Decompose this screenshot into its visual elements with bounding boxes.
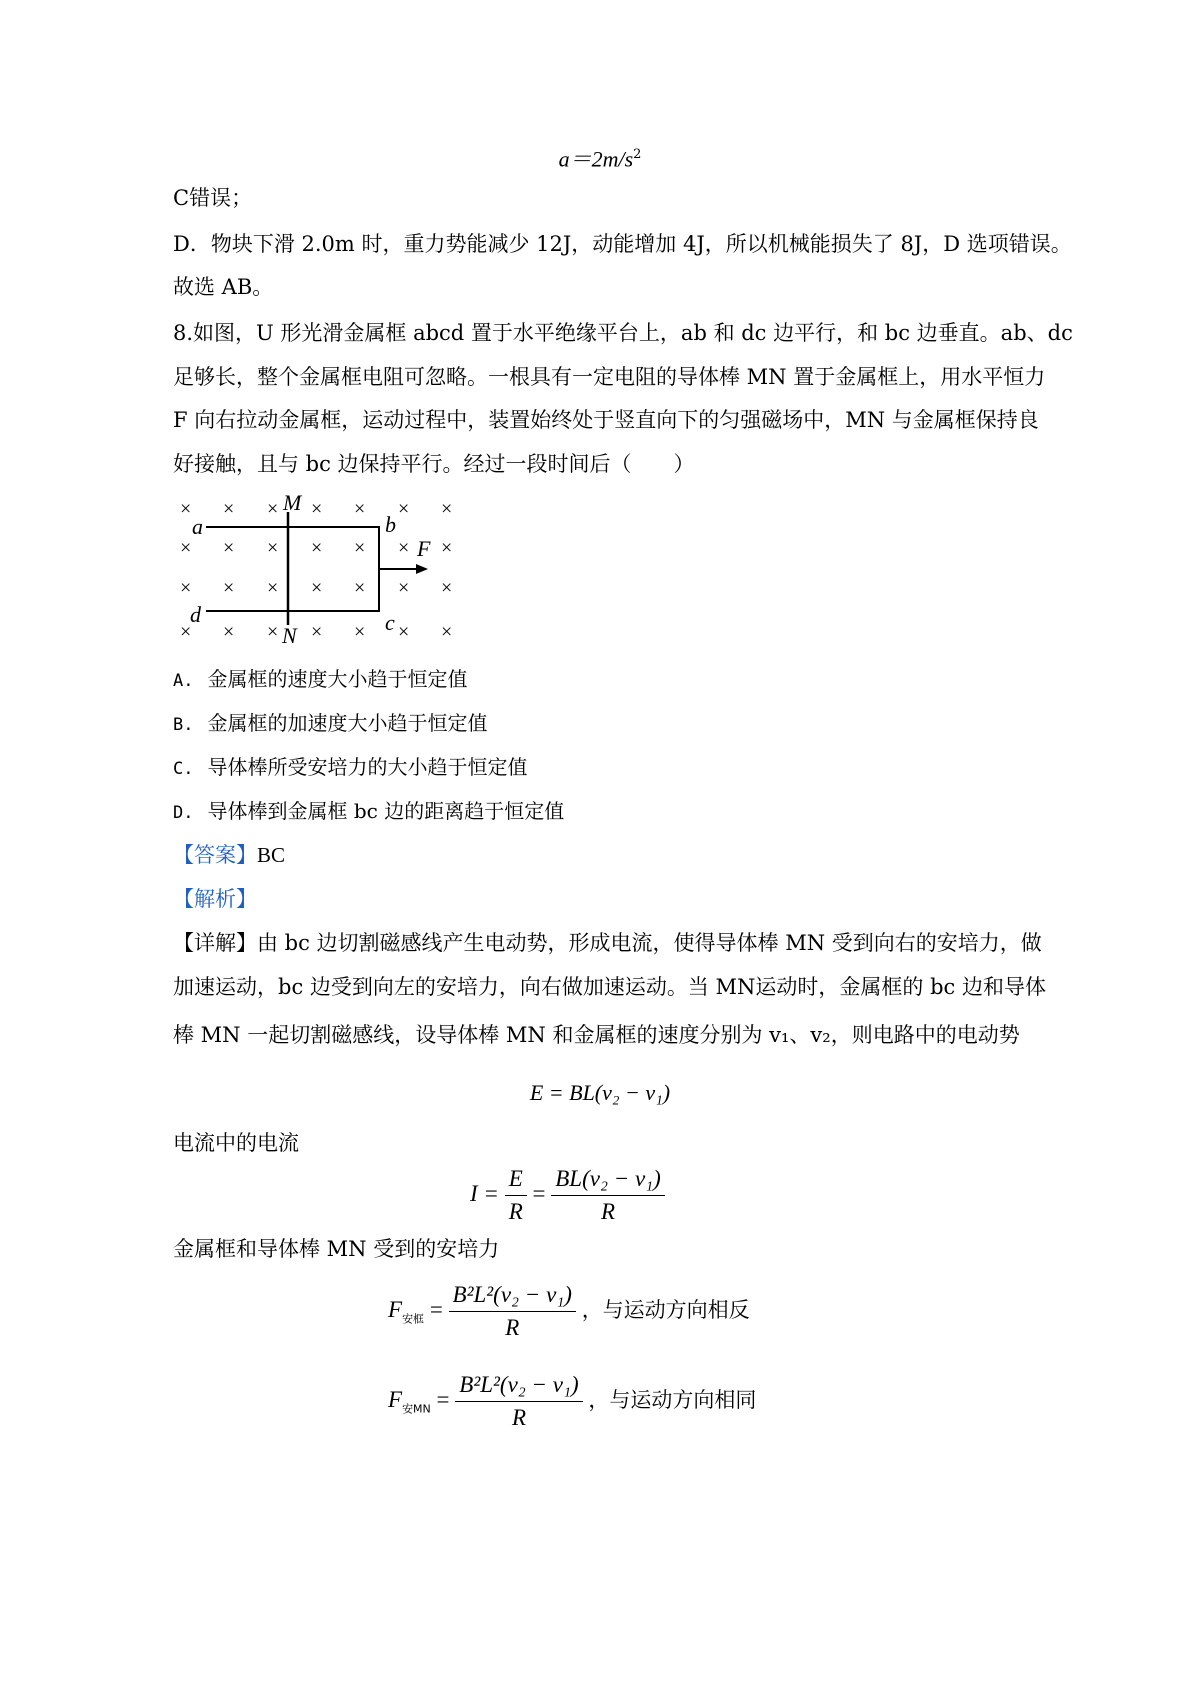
field-cross: ×	[398, 498, 410, 520]
magnetic-field-figure	[170, 490, 490, 650]
field-cross: ×	[354, 577, 366, 599]
force-mn-note: ，与运动方向相同	[588, 1387, 757, 1412]
label-b: b	[385, 512, 396, 537]
field-cross: ×	[441, 498, 453, 520]
field-cross: ×	[398, 577, 410, 599]
label-a: a	[192, 514, 203, 539]
option-d-key: D.	[173, 803, 194, 823]
label-c: c	[385, 610, 395, 635]
label-d: d	[190, 602, 201, 627]
field-cross: ×	[354, 498, 366, 520]
formula-force-frame: $F_{安框}$ = $\frac{\text{B²L²(v₂ − v₁)}}{R}$ ，与运动方向相反	[388, 1282, 750, 1340]
option-a-key: A.	[173, 671, 194, 691]
eq-a-sup: 2	[633, 147, 642, 162]
question-8-line-2: 足够长，整个金属框电阻可忽略。一根具有一定电阻的导体棒 MN 置于金属框上，用水平恒力	[173, 365, 1046, 389]
field-cross: ×	[354, 537, 366, 559]
force-frame-den: R	[505, 1315, 520, 1340]
formula-force-mn: $F_{安MN}$ = $\frac{\text{B²L²(v₂ − v₁)}}{R}$ ，与运动方向相同	[388, 1372, 757, 1430]
option-d	[173, 796, 564, 828]
field-cross: ×	[441, 537, 453, 559]
force-mn-num: B²L²(v₂ − v₁)	[455, 1372, 582, 1402]
option-d-text: 导体棒到金属框 bc 边的距离趋于恒定值	[207, 799, 565, 823]
current-label: 电流中的电流	[173, 1131, 299, 1155]
option-c-key: C.	[173, 759, 194, 779]
field-cross: ×	[223, 621, 235, 643]
option-b-text: 金属框的加速度大小趋于恒定值	[207, 711, 488, 735]
current-lhs: I =	[470, 1180, 505, 1206]
force-mn-lhs: F	[388, 1386, 403, 1412]
answer-line	[173, 840, 1043, 870]
current-f1-den: R	[508, 1199, 523, 1224]
label-N: N	[282, 623, 297, 648]
current-f1-num: E	[505, 1166, 527, 1196]
answer-tag: 【答案】	[173, 843, 257, 867]
c-wrong-line: C错误；	[173, 186, 253, 210]
field-cross: ×	[180, 621, 192, 643]
field-crosses	[180, 498, 452, 643]
field-cross: ×	[267, 498, 279, 520]
detail-line-3: 棒 MN 一起切割磁感线，设导体棒 MN 和金属框的速度分别为 v₁、v₂，则电路中的电动势	[173, 1023, 1020, 1047]
force-mn-sub: 安MN	[402, 1402, 431, 1416]
label-M: M	[283, 490, 302, 515]
field-cross: ×	[180, 577, 192, 599]
field-cross: ×	[180, 537, 192, 559]
eq-a: a＝2m/s	[558, 146, 634, 172]
force-label: 金属框和导体棒 MN 受到的安培力	[173, 1237, 500, 1261]
force-frame-sub: 安框	[402, 1312, 425, 1326]
option-b	[173, 708, 487, 740]
field-cross: ×	[180, 498, 192, 520]
detail-line-1: 【详解】由 bc 边切割磁感线产生电动势，形成电流，使得导体棒 MN 受到向右的安培力，做	[173, 931, 1042, 955]
analysis-tag: 【解析】	[173, 887, 257, 911]
field-cross: ×	[441, 621, 453, 643]
d-option-explanation: D．物块下滑 2.0m 时，重力势能减少 12J，动能增加 4J，所以机械能损失了 8J，D 选项错误。	[173, 232, 1072, 256]
field-cross: ×	[223, 498, 235, 520]
field-cross: ×	[311, 621, 323, 643]
force-frame-num: B²L²(v₂ − v₁)	[449, 1282, 576, 1312]
option-c-text: 导体棒所受安培力的大小趋于恒定值	[207, 755, 528, 779]
force-frame-note: ，与运动方向相反	[581, 1297, 750, 1322]
question-8-line-1: 8.如图，U 形光滑金属框 abcd 置于水平绝缘平台上，ab 和 dc 边平行，和 bc 边垂直。ab、dc	[173, 321, 1073, 345]
field-cross: ×	[311, 577, 323, 599]
field-cross: ×	[267, 537, 279, 559]
force-mn-den: R	[511, 1405, 526, 1430]
field-cross: ×	[267, 577, 279, 599]
force-arrowhead	[416, 564, 428, 574]
option-b-key: B.	[173, 715, 194, 735]
field-cross: ×	[354, 621, 366, 643]
field-cross: ×	[311, 498, 323, 520]
formula-emf-text: E = BL(v₂ − v₁)	[529, 1080, 671, 1105]
force-frame-fraction	[449, 1282, 576, 1341]
detail-line-2: 加速运动，bc 边受到向左的安培力，向右做加速运动。当 MN运动时，金属框的 bc 边和导体	[173, 975, 1046, 999]
field-cross: ×	[223, 577, 235, 599]
field-cross: ×	[398, 621, 410, 643]
formula-emf	[0, 1078, 1200, 1109]
current-fraction-1	[505, 1166, 527, 1225]
formula-current: I = $\frac{E}{R}$ = $\frac{\text{BL(v₂ − v₁)}}{R}$	[470, 1166, 665, 1225]
choose-line: 故选 AB。	[173, 275, 274, 299]
current-f2-den: R	[601, 1199, 616, 1224]
formula-acceleration	[0, 140, 1200, 175]
field-cross: ×	[267, 621, 279, 643]
option-c	[173, 752, 527, 784]
label-F: F	[417, 536, 431, 561]
current-f2-num: BL(v₂ − v₁)	[551, 1166, 665, 1196]
question-8-line-4: 好接触，且与 bc 边保持平行。经过一段时间后（ ）	[173, 452, 695, 476]
force-mn-fraction	[455, 1372, 582, 1431]
field-cross: ×	[311, 537, 323, 559]
option-a	[173, 664, 467, 696]
field-cross: ×	[223, 537, 235, 559]
field-cross: ×	[398, 537, 410, 559]
field-cross: ×	[441, 577, 453, 599]
answer-value: BC	[257, 843, 286, 867]
force-frame-lhs: F	[388, 1296, 403, 1322]
option-a-text: 金属框的速度大小趋于恒定值	[207, 667, 468, 691]
current-fraction-2	[551, 1166, 665, 1225]
question-8-line-3: F 向右拉动金属框，运动过程中，装置始终处于竖直向下的匀强磁场中，MN 与金属框保持良	[173, 408, 1039, 432]
